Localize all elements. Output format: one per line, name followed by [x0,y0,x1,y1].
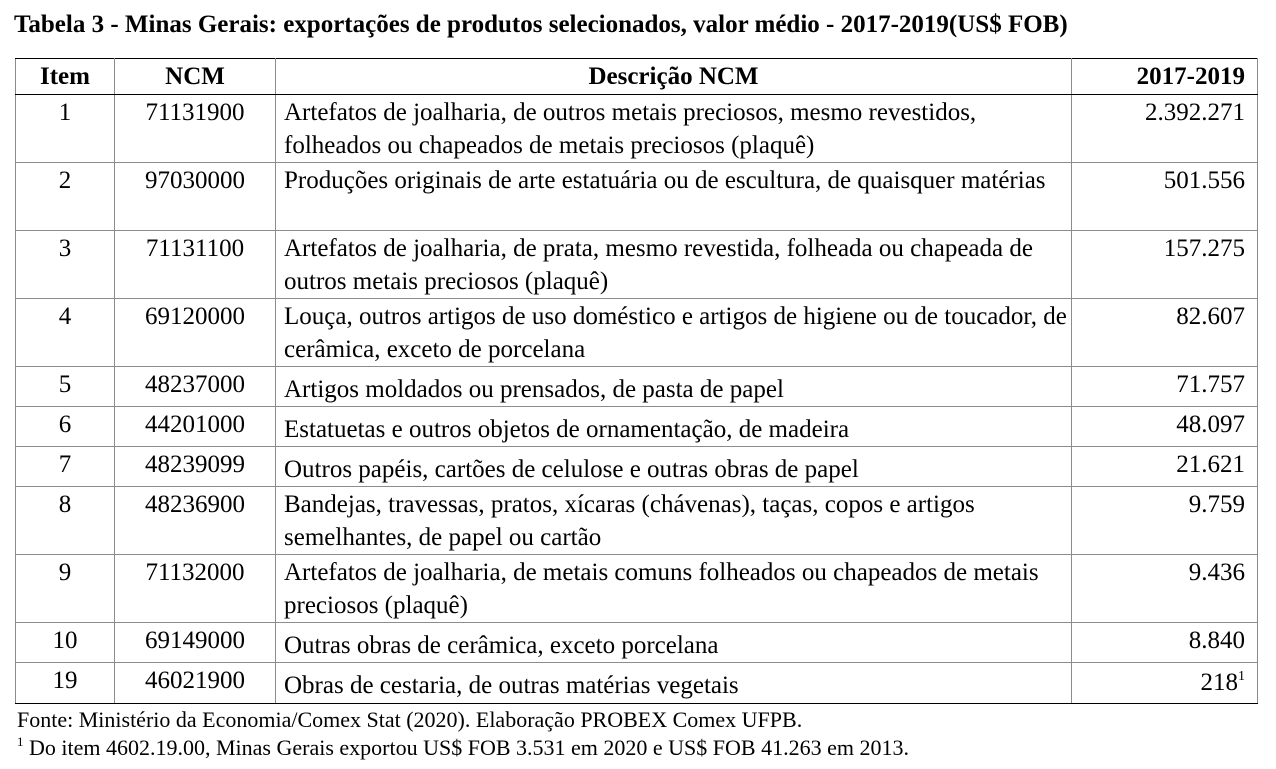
cell-valor-text: 2.392.271 [1145,99,1245,126]
cell-valor [1072,299,1258,367]
footnote-text: Do item 4602.19.00, Minas Gerais exportou US$ FOB 3.531 em 2020 e US$ FOB 41.263 em 2013. [23,735,909,760]
cell-valor-text: 9.436 [1188,559,1245,586]
cell-descricao [276,447,1072,487]
cell-valor [1072,95,1258,163]
cell-ncm-text: 71132000 [145,559,245,586]
cell-valor-text: 82.607 [1176,303,1245,330]
cell-descricao [276,231,1072,299]
cell-ncm [115,367,276,407]
cell-descricao [276,367,1072,407]
cell-valor-text: 9.759 [1188,491,1245,518]
table-row [16,663,1258,704]
cell-ncm-text: 48237000 [145,371,245,398]
cell-item-text: 6 [58,411,72,438]
cell-item [16,447,115,487]
cell-ncm [115,555,276,623]
header-descricao: Descrição NCM [276,59,1072,95]
cell-ncm [115,447,276,487]
cell-valor-text: 48.097 [1176,411,1245,438]
cell-descricao [276,487,1072,555]
cell-valor [1072,623,1258,663]
cell-item [16,555,115,623]
cell-descricao-text: Obras de cestaria, de outras matérias vegetais [284,672,739,699]
cell-ncm-text: 46021900 [145,667,245,694]
cell-item [16,95,115,163]
cell-valor-text: 218 [1200,669,1238,696]
cell-ncm [115,163,276,231]
cell-ncm-text: 48236900 [145,491,245,518]
cell-item-text: 3 [58,235,72,262]
cell-item [16,231,115,299]
cell-descricao [276,555,1072,623]
cell-valor [1072,231,1258,299]
cell-item-text: 1 [58,99,72,126]
cell-valor-text: 8.840 [1188,627,1245,654]
cell-ncm [115,623,276,663]
cell-valor-text: 501.556 [1163,167,1245,194]
header-valor: 2017-2019 [1072,59,1258,95]
cell-ncm-text: 44201000 [145,411,245,438]
table-row [16,299,1258,367]
cell-ncm-text: 69120000 [145,303,245,330]
cell-item [16,163,115,231]
cell-item-text: 9 [58,559,72,586]
cell-item [16,663,115,704]
exports-table [15,58,1258,704]
table-row [16,163,1258,231]
cell-valor-text: 21.621 [1176,451,1245,478]
cell-descricao [276,163,1072,231]
cell-valor [1072,407,1258,447]
cell-item [16,407,115,447]
table-row [16,447,1258,487]
table-row [16,555,1258,623]
cell-valor [1072,487,1258,555]
cell-item-text: 2 [58,167,72,194]
table-row [16,623,1258,663]
table-title: Tabela 3 - Minas Gerais: exportações de produtos selecionados, valor médio - 2017-2019(US$ FOB) [14,11,1068,38]
cell-descricao-text: Louça, outros artigos de uso doméstico e artigos de higiene ou de toucador, de cerâmica, exceto de porcelana [284,303,1067,363]
cell-descricao-text: Artefatos de joalharia, de metais comuns folheados ou chapeados de metais preciosos (plaquê) [284,559,1039,619]
cell-ncm [115,663,276,704]
cell-descricao-text: Artefatos de joalharia, de prata, mesmo revestida, folheada ou chapeada de outros metais preciosos (plaquê) [284,235,1033,295]
table-row [16,367,1258,407]
cell-ncm-text: 71131100 [145,235,245,262]
cell-valor-text: 71.757 [1176,371,1245,398]
cell-descricao-text: Estatuetas e outros objetos de ornamentação, de madeira [284,416,850,443]
cell-valor-text: 157.275 [1163,235,1245,262]
header-item: Item [16,59,115,95]
cell-item-text: 10 [52,627,78,654]
footnote-marker: 1 [17,734,24,749]
cell-item-text: 5 [58,371,72,398]
cell-valor [1072,367,1258,407]
cell-valor [1072,447,1258,487]
cell-valor [1072,555,1258,623]
cell-item [16,299,115,367]
cell-descricao [276,95,1072,163]
cell-ncm-text: 69149000 [145,627,245,654]
cell-ncm-text: 97030000 [145,167,245,194]
cell-item-text: 7 [58,451,72,478]
cell-ncm [115,487,276,555]
cell-descricao-text: Outras obras de cerâmica, exceto porcelana [284,632,719,659]
footnote [17,734,909,762]
cell-ncm-text: 71131900 [145,99,245,126]
cell-ncm [115,231,276,299]
cell-descricao [276,623,1072,663]
cell-descricao-text: Artefatos de joalharia, de outros metais preciosos, mesmo revestidos, folheados ou chapeados de metais preciosos (plaquê) [284,99,977,159]
table-row [16,95,1258,163]
footnote-ref: 1 [1238,669,1245,684]
cell-item [16,487,115,555]
cell-ncm [115,407,276,447]
cell-descricao [276,299,1072,367]
cell-item [16,623,115,663]
table-header-row [16,59,1258,95]
cell-ncm-text: 48239099 [145,451,245,478]
cell-valor [1072,163,1258,231]
cell-item [16,367,115,407]
cell-descricao-text: Artigos moldados ou prensados, de pasta de papel [284,376,784,403]
cell-descricao [276,663,1072,704]
cell-ncm [115,299,276,367]
cell-descricao-text: Bandejas, travessas, pratos, xícaras (chávenas), taças, copos e artigos semelhantes, de papel ou cartão [284,491,975,551]
cell-ncm [115,95,276,163]
cell-descricao-text: Produções originais de arte estatuária ou de escultura, de quaisquer matérias [284,167,1046,194]
cell-descricao-text: Outros papéis, cartões de celulose e outras obras de papel [284,456,859,483]
table-row [16,231,1258,299]
cell-descricao [276,407,1072,447]
cell-valor [1072,663,1258,704]
table-row [16,407,1258,447]
source-note: Fonte: Ministério da Economia/Comex Stat (2020). Elaboração PROBEX Comex UFPB. [17,707,803,732]
cell-item-text: 19 [52,667,78,694]
table-row [16,487,1258,555]
cell-item-text: 4 [58,303,72,330]
cell-item-text: 8 [58,491,72,518]
header-ncm: NCM [115,59,276,95]
